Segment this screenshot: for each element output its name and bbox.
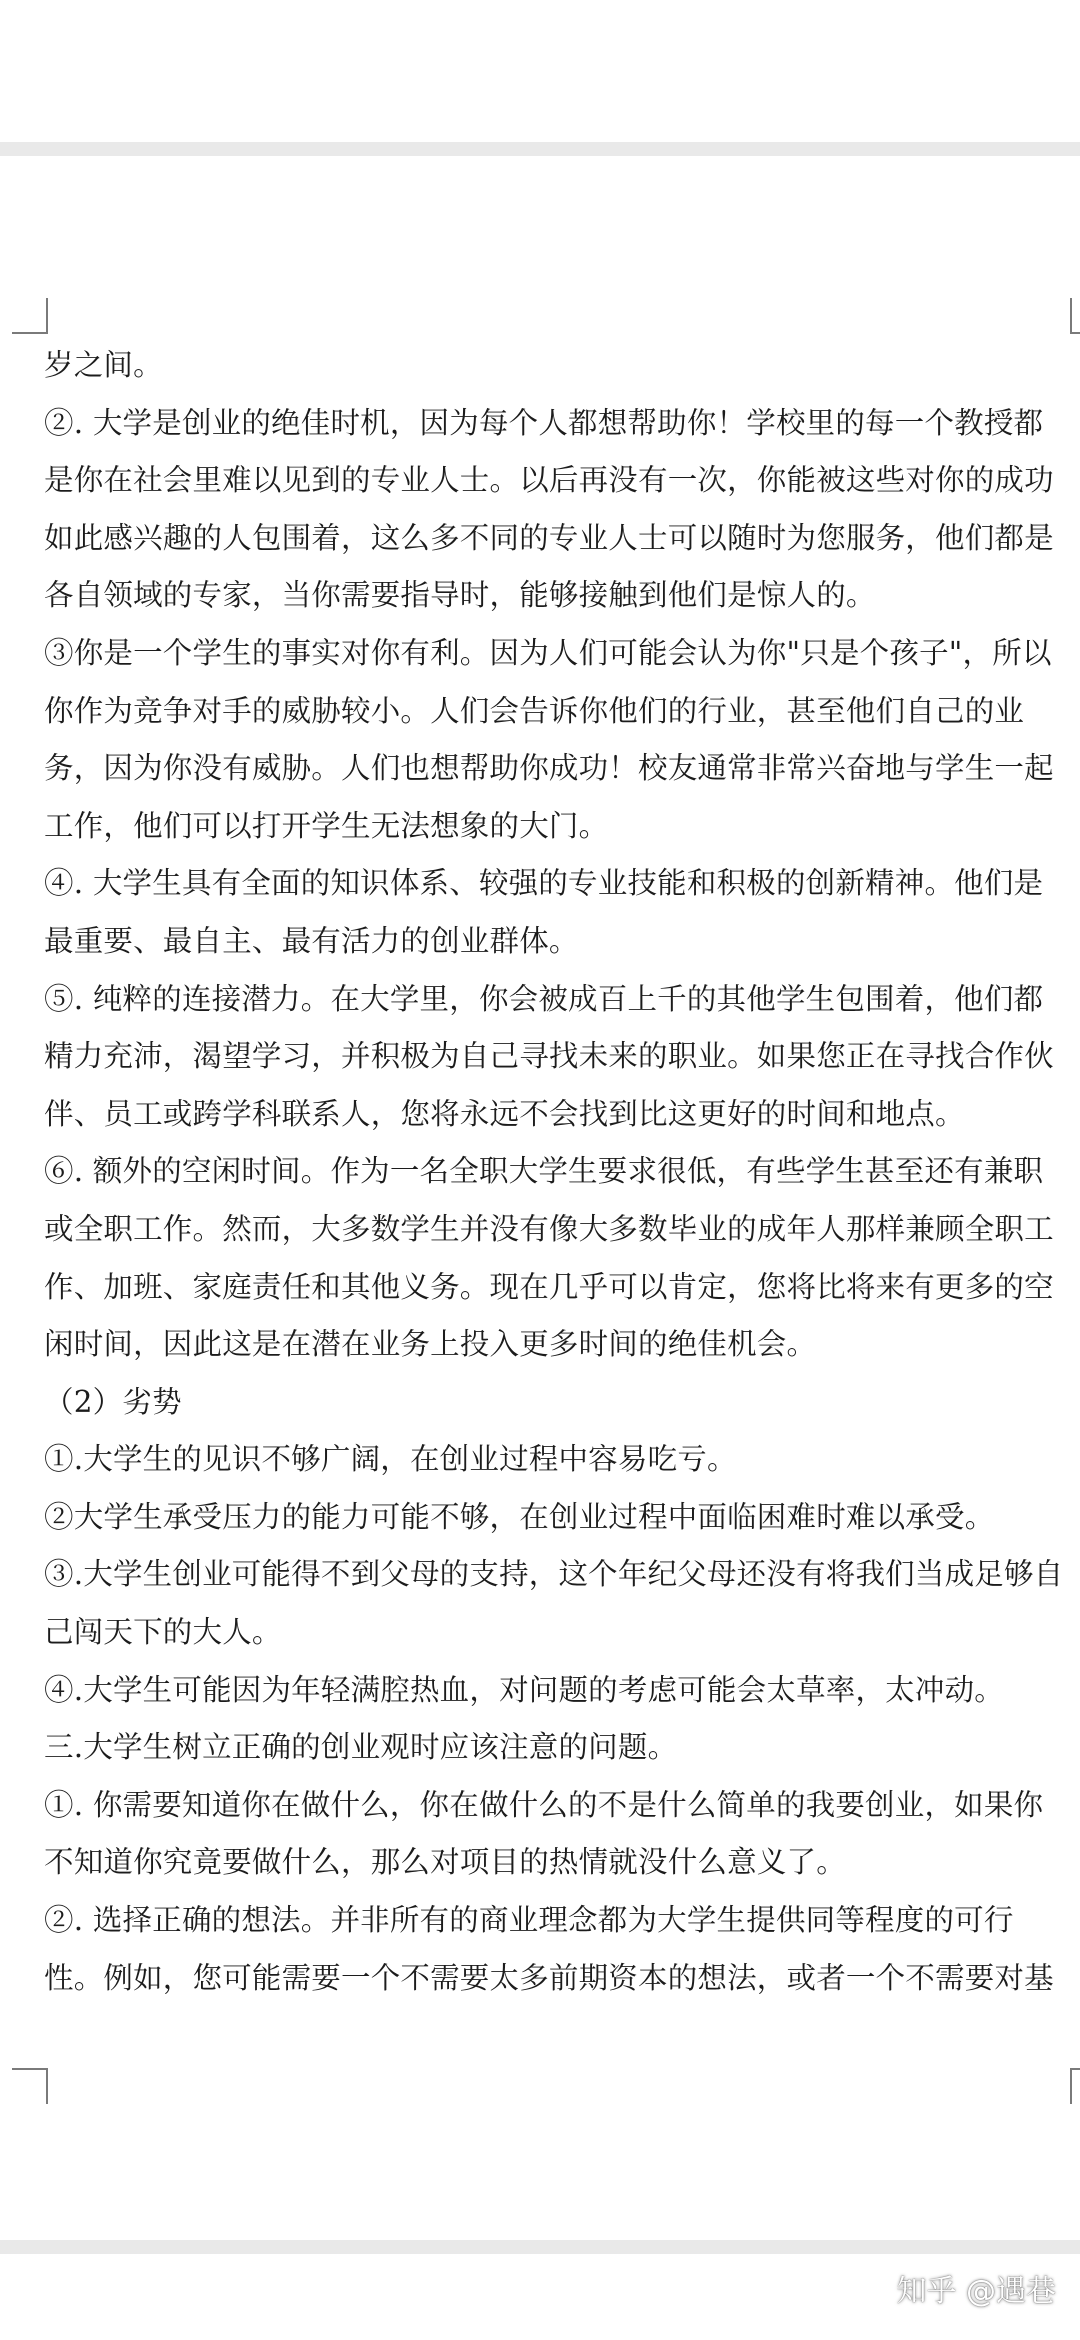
text-line: ④. 大学生具有全面的知识体系、较强的专业技能和积极的创新精神。他们是 xyxy=(44,866,1044,901)
text-line: 如此感兴趣的人包围着，这么多不同的专业人士可以随时为您服务，他们都是 xyxy=(44,520,1054,555)
crop-mark-top-left xyxy=(12,298,48,334)
text-line: 是你在社会里难以见到的专业人士。以后再没有一次，你能被这些对你的成功 xyxy=(44,463,1054,498)
text-line: 你作为竞争对手的威胁较小。人们会告诉你他们的行业，甚至他们自己的业 xyxy=(44,693,1025,728)
text-line: ⑥. 额外的空闲时间。作为一名全职大学生要求很低，有些学生甚至还有兼职 xyxy=(44,1154,1044,1189)
text-line: ②. 大学是创业的绝佳时机，因为每个人都想帮助你！学校里的每一个教授都 xyxy=(44,405,1044,440)
text-line: 作、加班、家庭责任和其他义务。现在几乎可以肯定，您将比将来有更多的空 xyxy=(44,1269,1054,1304)
text-line: 务，因为你没有威胁。人们也想帮助你成功！校友通常非常兴奋地与学生一起 xyxy=(44,751,1054,786)
text-line: 或全职工作。然而，大多数学生并没有像大多数毕业的成年人那样兼顾全职工 xyxy=(44,1211,1054,1246)
crop-mark-bottom-right xyxy=(1070,2068,1080,2104)
text-line: 己闯天下的大人。 xyxy=(44,1615,282,1650)
source-watermark: 知乎 @遇巷 xyxy=(896,2274,1056,2309)
text-line: 最重要、最自主、最有活力的创业群体。 xyxy=(44,923,579,958)
page-gap-top xyxy=(0,142,1080,156)
text-line: 性。例如，您可能需要一个不需要太多前期资本的想法，或者一个不需要对基 xyxy=(44,1960,1054,1995)
text-line: ②. 选择正确的想法。并非所有的商业理念都为大学生提供同等程度的可行 xyxy=(44,1903,1014,1938)
text-line: ④.大学生可能因为年轻满腔热血，对问题的考虑可能会太草率，太冲动。 xyxy=(44,1672,1004,1707)
text-line: ⑤. 纯粹的连接潜力。在大学里，你会被成百上千的其他学生包围着，他们都 xyxy=(44,981,1044,1016)
text-line: 伴、员工或跨学科联系人，您将永远不会找到比这更好的时间和地点。 xyxy=(44,1096,965,1131)
text-line: ①.大学生的见识不够广阔，在创业过程中容易吃亏。 xyxy=(44,1442,737,1477)
text-line: 岁之间。 xyxy=(44,348,163,382)
document-body xyxy=(44,337,1064,2007)
crop-mark-top-right xyxy=(1070,298,1080,334)
crop-mark-bottom-left xyxy=(12,2068,48,2104)
text-line: ③你是一个学生的事实对你有利。因为人们可能会认为你"只是个孩子"，所以 xyxy=(44,635,1052,670)
text-line: 不知道你究竟要做什么，那么对项目的热情就没什么意义了。 xyxy=(44,1845,846,1880)
text-line: 精力充沛，渴望学习，并积极为自己寻找未来的职业。如果您正在寻找合作伙 xyxy=(44,1039,1054,1074)
section-heading: （2）劣势 xyxy=(44,1384,182,1419)
text-line: 闲时间，因此这是在潜在业务上投入更多时间的绝佳机会。 xyxy=(44,1327,817,1362)
text-line: ③.大学生创业可能得不到父母的支持，这个年纪父母还没有将我们当成足够自 xyxy=(44,1557,1064,1592)
text-line: 各自领域的专家，当你需要指导时，能够接触到他们是惊人的。 xyxy=(44,578,876,613)
page-gap-bottom xyxy=(0,2240,1080,2254)
text-line: ②大学生承受压力的能力可能不够，在创业过程中面临困难时难以承受。 xyxy=(44,1499,995,1534)
text-line: ①. 你需要知道你在做什么，你在做什么的不是什么简单的我要创业，如果你 xyxy=(44,1787,1044,1822)
text-line: 工作，他们可以打开学生无法想象的大门。 xyxy=(44,808,609,843)
section-heading: 三.大学生树立正确的创业观时应该注意的问题。 xyxy=(44,1730,678,1765)
